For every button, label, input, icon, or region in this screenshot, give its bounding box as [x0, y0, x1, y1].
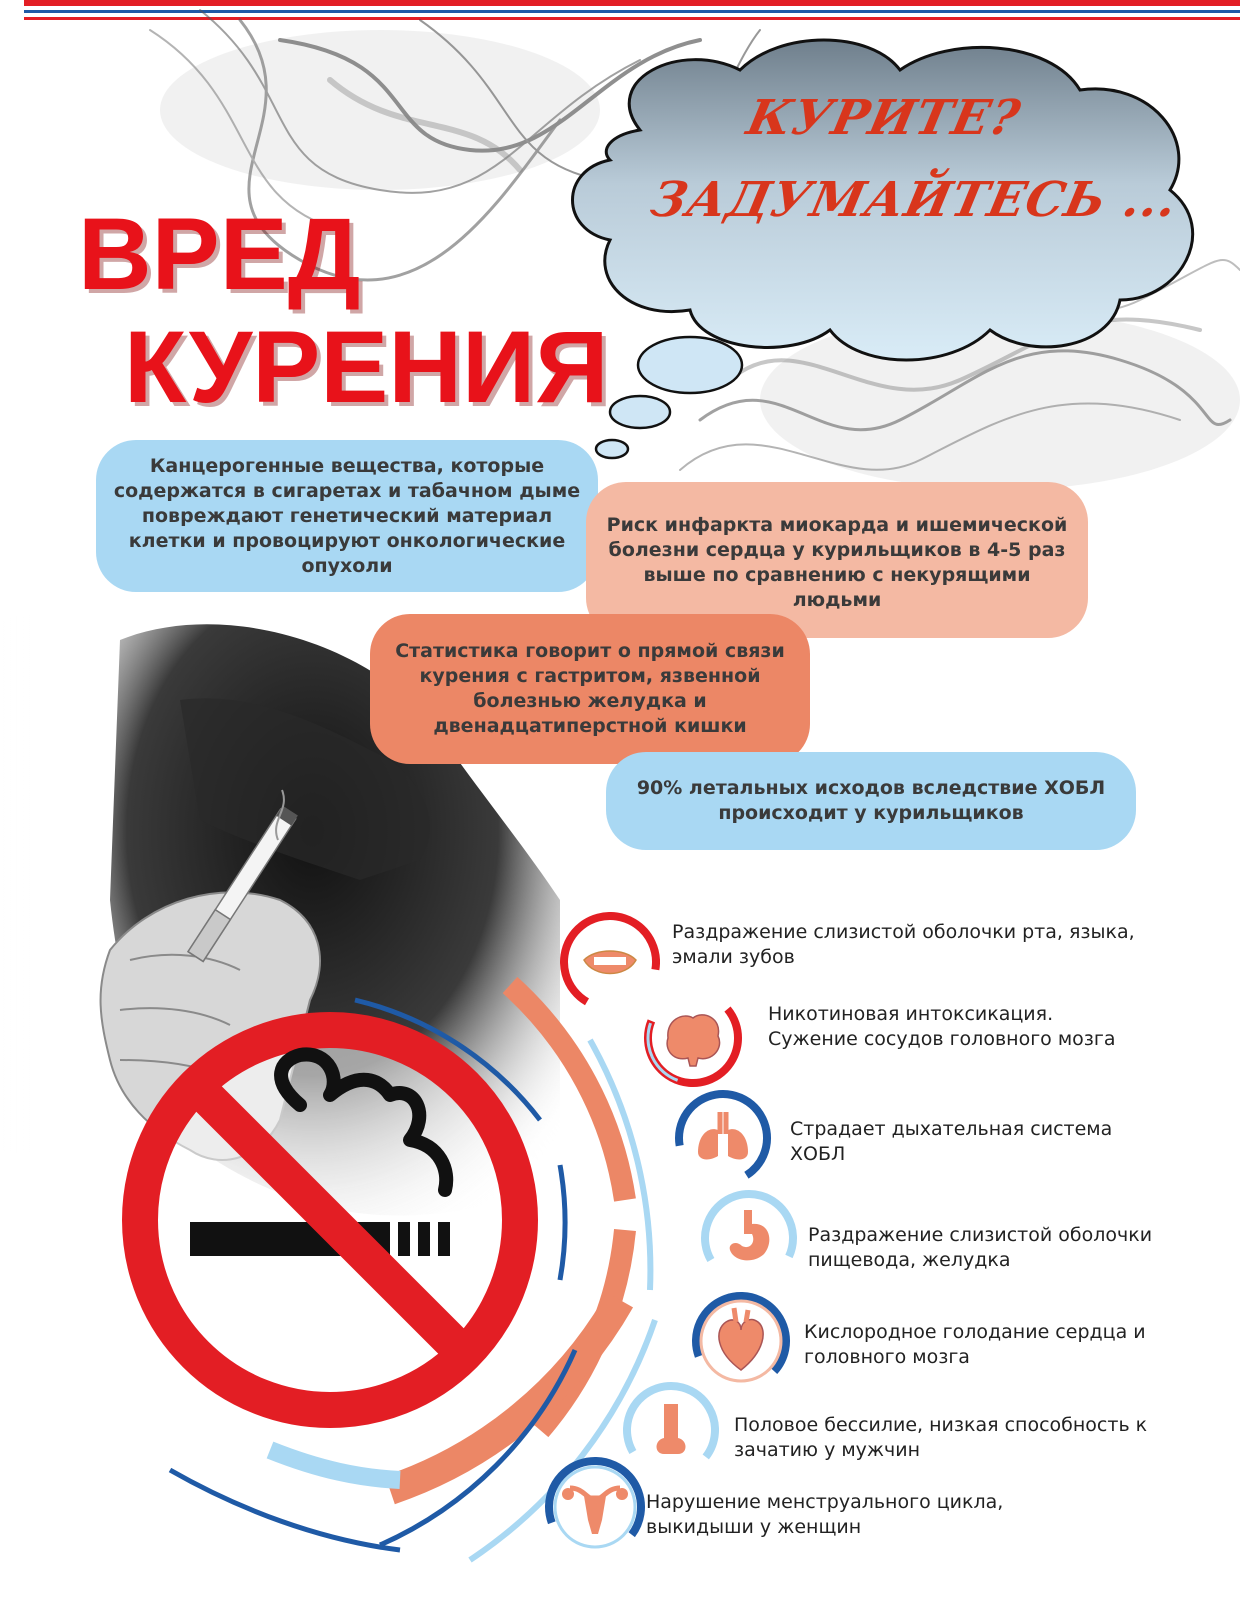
fact-heart-risk: Риск инфаркта миокарда и ишемической болезни сердца у курильщиков в 4-5 раз выше по сравнению с некурящими людьми: [586, 482, 1088, 638]
thought-cloud-small-bubbles: [596, 337, 742, 458]
title-line-2: КУРЕНИЯ: [124, 310, 609, 424]
fact-carcinogens: Канцерогенные вещества, которые содержатся в сигаретах и табачном дыме повреждают генетический материал клетки и провоцируют онкологические опухоли: [96, 440, 598, 592]
effect-stomach-text: Раздражение слизистой оболочки пищевода, желудка: [808, 1224, 1153, 1271]
effect-male-text: Половое бессилие, низкая способность к зачатию у мужчин: [734, 1414, 1148, 1461]
lungs-icon: [668, 1086, 778, 1186]
uterus-icon: [540, 1454, 650, 1560]
effect-lungs-text: Страдает дыхательная система ХОБЛ: [790, 1118, 1113, 1165]
effect-mouth-text: Раздражение слизистой оболочки рта, языка, эмали зубов: [672, 921, 1135, 968]
stomach-icon: [694, 1188, 804, 1288]
effect-heart-text: Кислородное голодание сердца и головного мозга: [804, 1321, 1146, 1368]
effect-brain-text: Никотиновая интоксикация. Сужение сосудов головного мозга: [768, 1003, 1116, 1050]
fact-copd: 90% летальных исходов вследствие ХОБЛ происходит у курильщиков: [606, 752, 1136, 850]
effect-female-text: Нарушение менструального цикла, выкидыши у женщин: [646, 1491, 1004, 1538]
no-smoking-sign: [140, 1030, 520, 1410]
brain-icon: [638, 988, 748, 1088]
fact-gastritis: Статистика говорит о прямой связи курения с гастритом, язвенной болезнью желудка и двенадцатиперстной кишки: [370, 614, 810, 764]
cloud-question: КУРИТЕ?: [742, 90, 1026, 146]
cloud-think: ЗАДУМАЙТЕСЬ ...: [646, 172, 1183, 228]
title-line-1: ВРЕД: [78, 197, 361, 311]
